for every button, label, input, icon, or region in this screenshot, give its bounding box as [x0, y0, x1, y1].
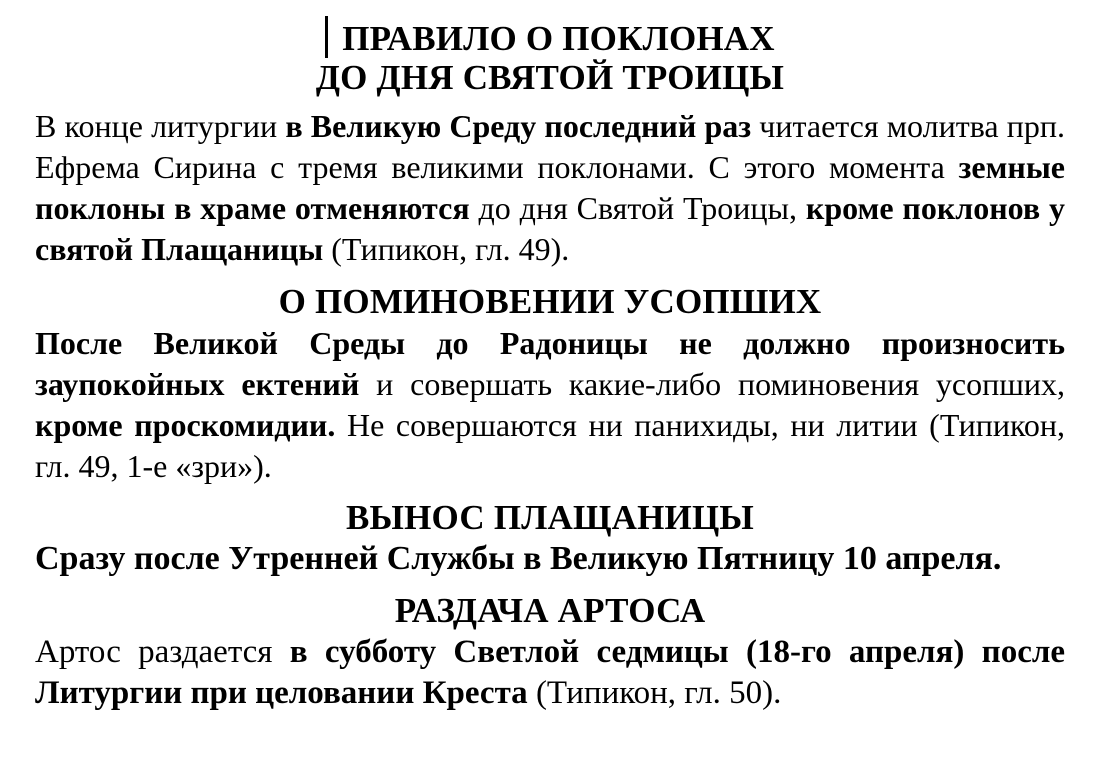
- document-title-line1: ПРАВИЛО О ПОКЛОНАХ: [342, 19, 775, 58]
- document-title-line1-wrap: [35, 16, 1065, 58]
- heading-artos-distribution: РАЗДАЧА АРТОСА: [394, 591, 706, 630]
- paragraph-bows-rule: В конце литургии в Великую Среду последний раз читается молитва прп. Ефрема Сирина с тремя великими поклонами. С этого момента земные поклоны в храме отменяются до дня Святой Троицы, кроме поклонов у святой Плащаницы (Типикон, гл. 49).: [35, 108, 1066, 267]
- paragraph-artos-distribution: Артос раздается в субботу Светлой седмицы (18-го апреля) после Литургии при целовании Креста (Типикон, гл. 50).: [35, 634, 1066, 711]
- text-cursor: [325, 16, 328, 58]
- heading-commemoration-of-departed: О ПОМИНОВЕНИИ УСОПШИХ: [278, 282, 822, 321]
- paragraph-commemoration-of-departed: После Великой Среды до Радоницы не должно произносить заупокойных ектений и совершать какие-либо поминовения усопших, кроме проскомидии. Не совершаются ни панихиды, ни литии (Типикон, гл. 49, 1-е «зри»).: [35, 325, 1066, 484]
- heading-shroud-procession: ВЫНОС ПЛАЩАНИЦЫ: [346, 498, 754, 537]
- paragraph-shroud-procession: Сразу после Утренней Службы в Великую Пятницу 10 апреля.: [35, 540, 1002, 577]
- document-title-line2: ДО ДНЯ СВЯТОЙ ТРОИЦЫ: [315, 58, 785, 97]
- document-title: [35, 16, 1065, 97]
